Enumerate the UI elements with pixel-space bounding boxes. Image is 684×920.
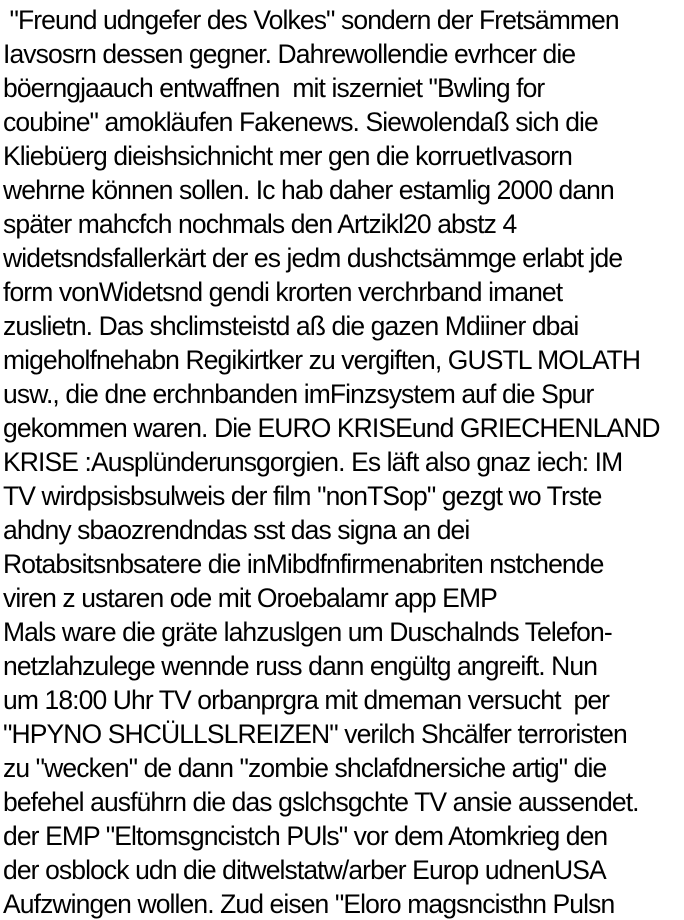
text-line-16: ahdny sbaozrendndas sst das signa an dei xyxy=(3,515,470,545)
text-line-21: um 18:00 Uhr TV orbanprgra mit dmeman versucht per xyxy=(3,685,610,715)
text-line-7: später mahcfch nochmals den Artzikl20 abstz 4 xyxy=(3,209,517,239)
text-line-19: Mals ware die gräte lahzuslgen um Duschalnds Telefon- xyxy=(3,617,612,647)
text-line-26: der osblock udn die ditwelstatw/arber Europ udnenUSA xyxy=(3,855,606,885)
text-line-6: wehrne können sollen. Ic hab daher estamlig 2000 dann xyxy=(3,175,614,205)
text-line-4: coubine" amokläufen Fakenews. Siewolendaß sich die xyxy=(3,107,598,137)
text-line-15: TV wirdpsisbsulweis der film "nonTSop" gezgt wo Trste xyxy=(3,481,602,511)
text-line-1: "Freund udngefer des Volkes" sondern der Fretsämmen xyxy=(3,5,619,35)
text-line-25: der EMP "Eltomsgncistch PUls" vor dem Atomkrieg den xyxy=(3,821,608,851)
text-line-14: KRISE :Ausplünderunsgorgien. Es läft also gnaz iech: IM xyxy=(3,447,623,477)
text-line-8: widetsndsfallerkärt der es jedm dushctsämmge erlabt jde xyxy=(3,243,623,273)
text-line-27: Aufzwingen wollen. Zud eisen "Eloro magsncisthn Pulsn xyxy=(3,889,615,919)
text-line-12: usw., die dne erchnbanden imFinzsystem auf die Spur xyxy=(3,379,594,409)
text-line-9: form vonWidetsnd gendi krorten verchrband imanet xyxy=(3,277,563,307)
text-line-22: "HPYNO SHCÜLLSLREIZEN" verilch Shcälfer terroristen xyxy=(3,719,627,749)
text-line-11: migeholfnehabn Regikirtker zu vergiften, GUSTL MOLATH xyxy=(3,345,641,375)
text-line-23: zu "wecken" de dann "zombie shclafdnersiche artig" die xyxy=(3,753,607,783)
text-line-5: Kliebüerg dieishsichnicht mer gen die korruetIvasorn xyxy=(3,141,572,171)
text-line-2: Iavsosrn dessen gegner. Dahrewollendie evrhcer die xyxy=(3,39,576,69)
text-line-3: böerngjaauch entwaffnen mit iszerniet "Bwling for xyxy=(3,73,545,103)
text-line-17: Rotabsitsnbsatere die inMibdfnfirmenabriten nstchende xyxy=(3,549,604,579)
text-line-10: zuslietn. Das shclimsteistd aß die gazen Mdiiner dbai xyxy=(3,311,579,341)
text-line-20: netzlahzulege wennde russ dann engültg angreift. Nun xyxy=(3,651,598,681)
text-line-24: befehel ausführn die das gslchsgchte TV ansie aussendet. xyxy=(3,787,639,817)
text-line-13: gekommen waren. Die EURO KRISEund GRIECHENLAND xyxy=(3,413,660,443)
text-line-18: viren z ustaren ode mit Oroebalamr app EMP xyxy=(3,583,497,613)
